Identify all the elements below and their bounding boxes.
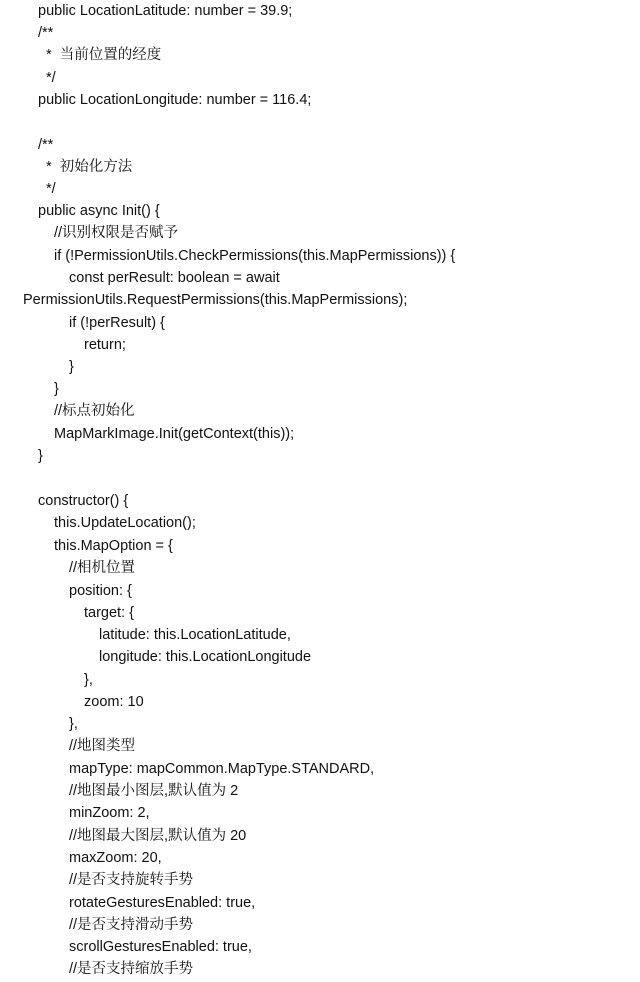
code-line: const perResult: boolean = await [69,270,280,286]
code-line: } [54,381,59,397]
code-line: //地图最小图层,默认值为 2 [69,783,239,799]
code-line: //是否支持旋转手势 [69,872,194,888]
code-line: PermissionUtils.RequestPermissions(this.MapPermissions); [23,292,408,308]
code-line: //地图类型 [69,738,136,754]
code-line: this.MapOption = { [54,538,173,554]
code-line: longitude: this.LocationLongitude [99,649,312,665]
code-line: return; [84,337,126,353]
code-line: /** [38,137,54,153]
code-line: rotateGesturesEnabled: true, [69,895,256,911]
code-line: //标点初始化 [54,403,135,419]
code-line: } [38,448,43,464]
code-line: position: { [69,583,132,599]
code-line: mapType: mapCommon.MapType.STANDARD, [69,761,375,777]
code-line: /** [38,25,54,41]
code-line: scrollGesturesEnabled: true, [69,939,252,955]
code-line: constructor() { [38,493,129,509]
code-line: }, [84,672,93,688]
code-line: * 初始化方法 [42,159,133,175]
code-line: } [69,359,74,375]
code-line: MapMarkImage.Init(getContext(this)); [54,426,295,442]
code-line: //地图最大图层,默认值为 20 [69,828,247,844]
code-line: */ [42,181,56,197]
code-line: if (!PermissionUtils.CheckPermissions(this.MapPermissions)) { [54,248,456,264]
code-line: }, [69,716,78,732]
code-line: public LocationLatitude: number = 39.9; [38,3,293,19]
code-line: //是否支持滑动手势 [69,917,194,933]
code-line: minZoom: 2, [69,805,150,821]
code-line: target: { [84,605,134,621]
code-line: this.UpdateLocation(); [54,515,196,531]
code-line: //相机位置 [69,560,136,576]
code-line: public async Init() { [38,203,160,219]
code-line: maxZoom: 20, [69,850,162,866]
code-line: //是否支持缩放手势 [69,961,194,977]
code-line: if (!perResult) { [69,315,165,331]
code-line: zoom: 10 [84,694,144,710]
code-line: public LocationLongitude: number = 116.4; [38,92,312,108]
code-line: */ [42,70,56,86]
code-line: latitude: this.LocationLatitude, [99,627,291,643]
code-line: //识别权限是否赋予 [54,225,179,241]
code-line: * 当前位置的经度 [42,47,162,63]
